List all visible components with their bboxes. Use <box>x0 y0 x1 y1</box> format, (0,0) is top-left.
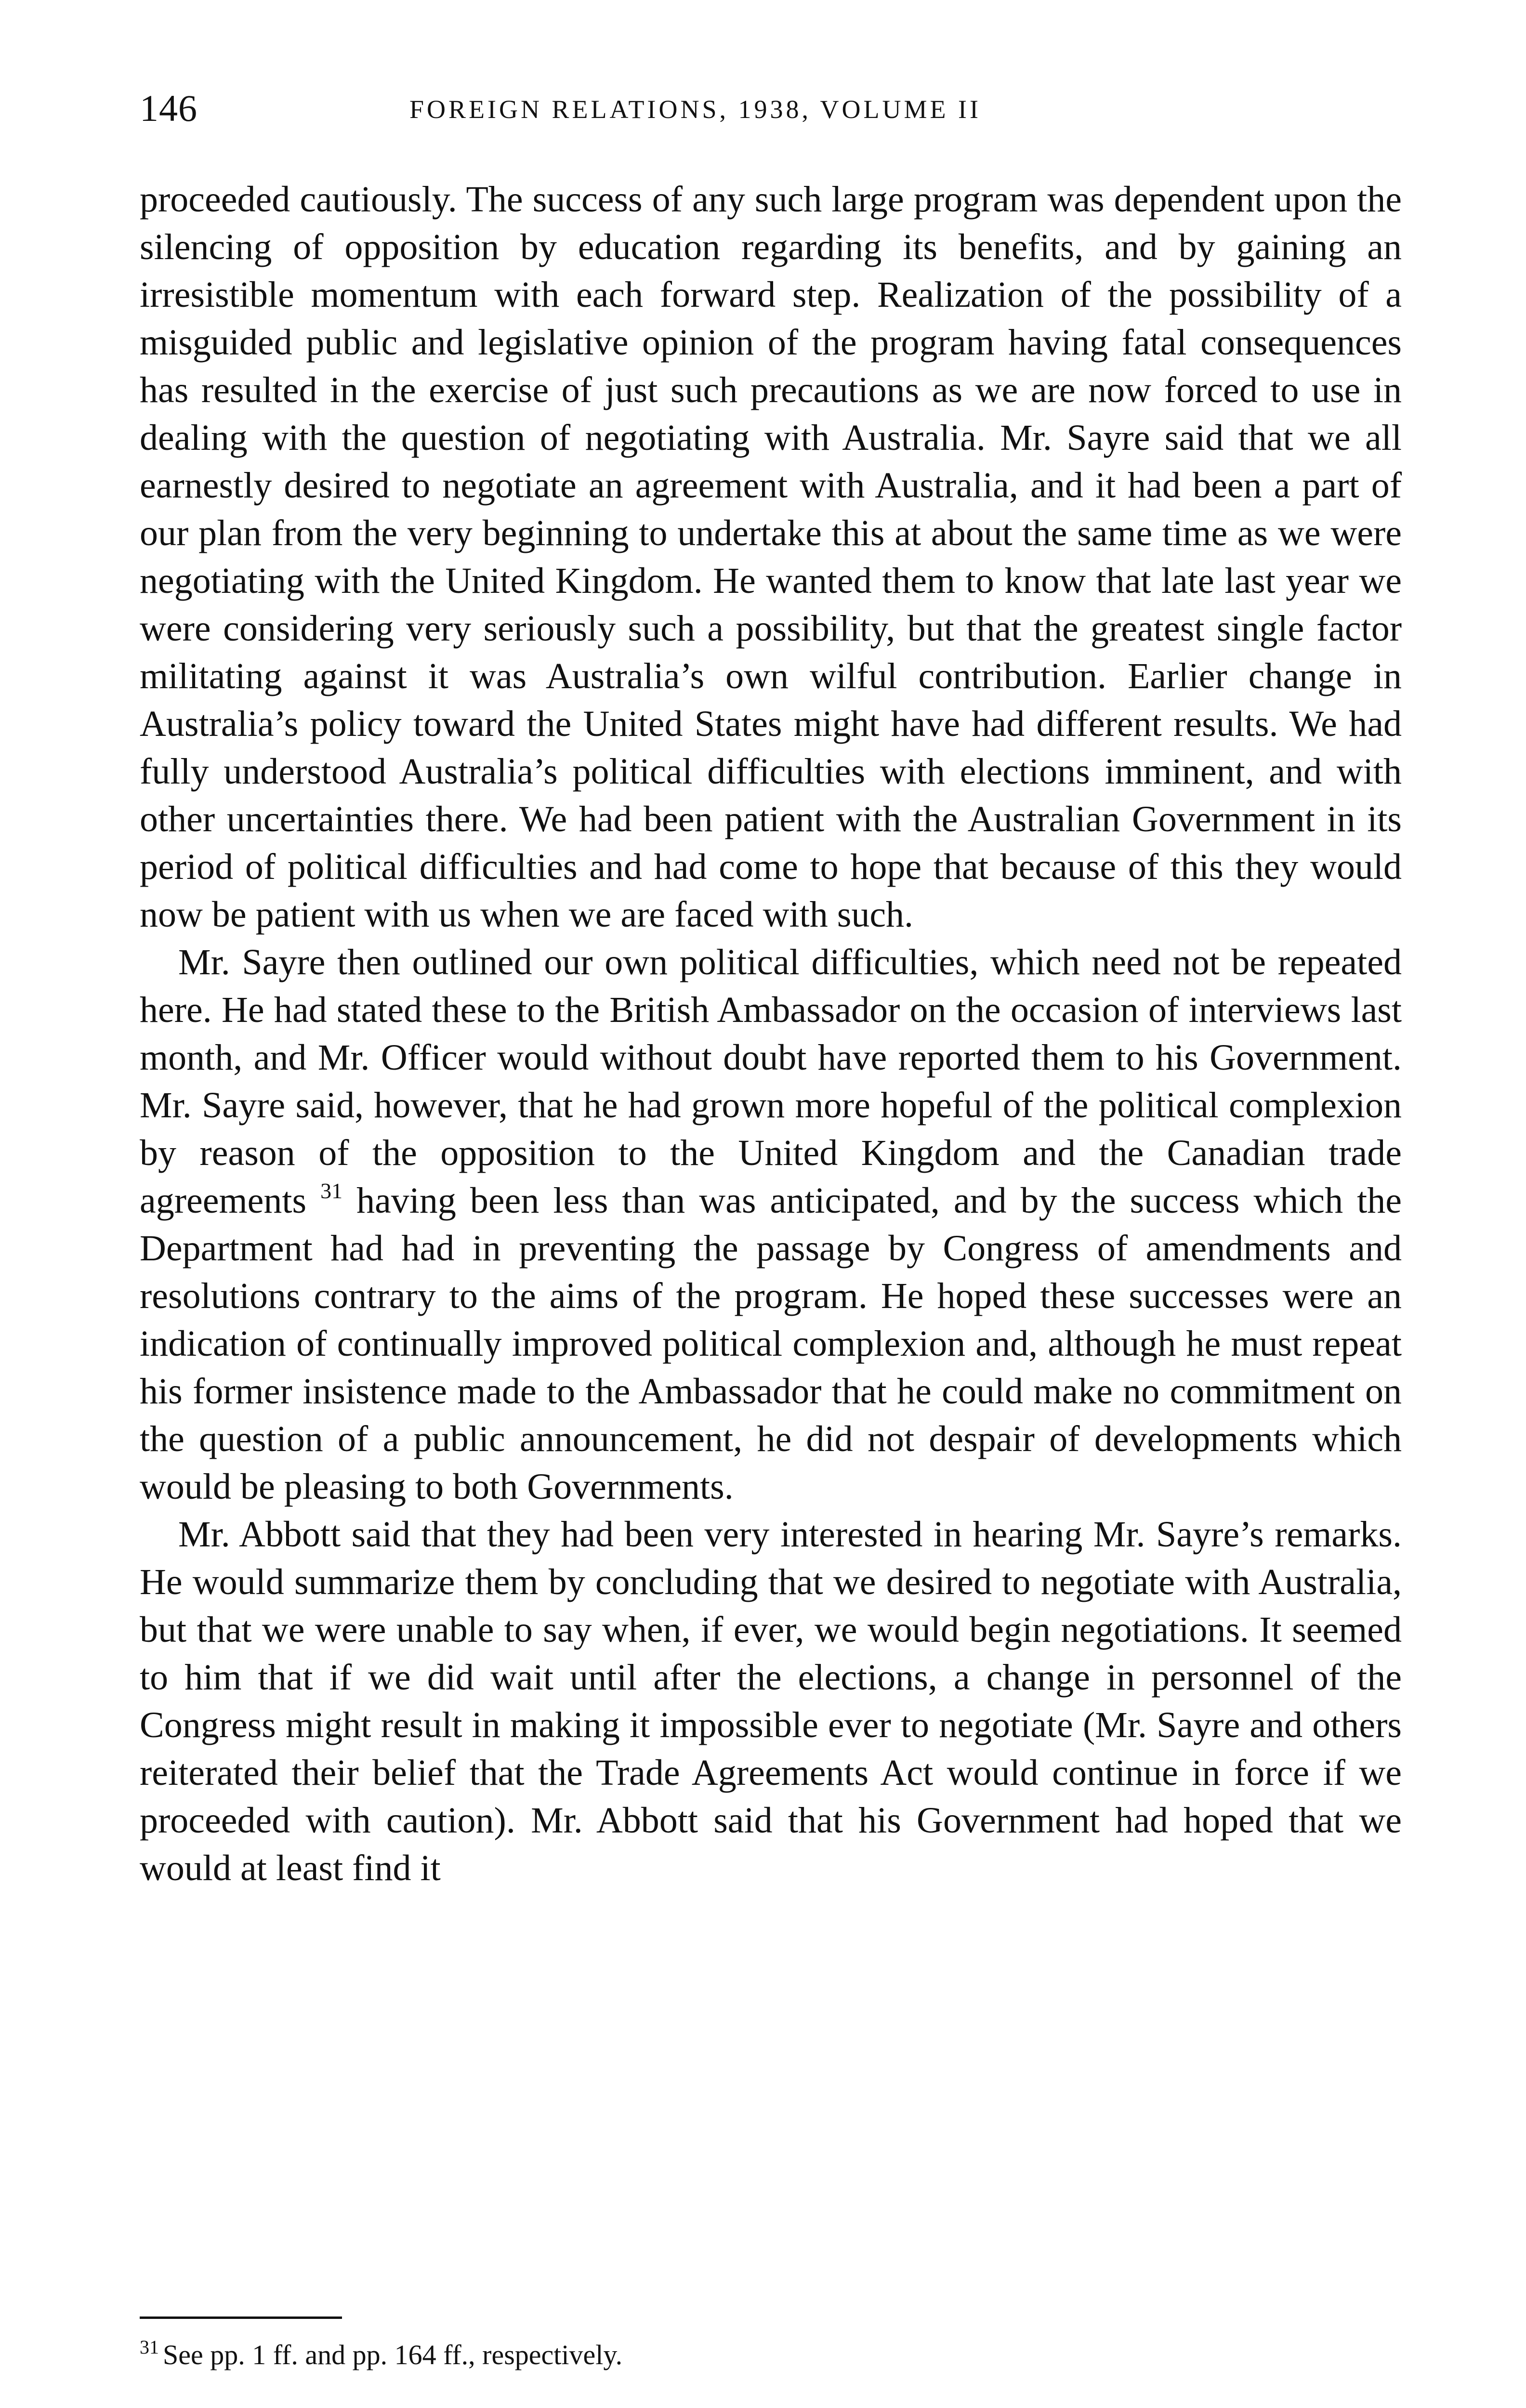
footnote <box>140 2336 1402 2377</box>
paragraph-1 <box>140 176 1402 939</box>
footnote-marker: 31 <box>140 2336 159 2358</box>
footnote-reference: 31 <box>320 1178 343 1203</box>
paragraph-2 <box>140 939 1402 1511</box>
paragraph-2-text-start: Mr. Sayre then outlined our own political difficulties, which need not be repeated here. He had stated these to the British Ambassador on the occasion of interviews last month, and Mr. Officer would without doubt have reported them to his Government. Mr. Sayre said, however, that he had grown more hopeful of the political complexion by reason of the opposition to the United Kingdom and the Canadian trade agreements <box>140 942 1402 1221</box>
paragraph-3-text: Mr. Abbott said that they had been very interested in hearing Mr. Sayre’s remarks. He would summarize them by concluding that we desired to negotiate with Australia, but that we were unable to say when, if ever, we would begin negotiations. It seemed to him that if we did wait until after the elections, a change in personnel of the Congress might result in making it impossible ever to negotiate (Mr. Sayre and others reiterated their belief that the Trade Agreements Act would continue in force if we proceeded with caution). Mr. Abbott said that his Government had hoped that we would at least find it <box>140 1514 1402 1888</box>
footnote-rule <box>140 2316 342 2319</box>
page-number: 146 <box>140 87 197 129</box>
running-head: FOREIGN RELATIONS, 1938, VOLUME II <box>409 95 981 124</box>
paragraph-1-text: proceeded cautiously. The success of any such large program was dependent upon the silencing of opposition by education regarding its benefits, and by gaining an irresistible momentum with each forward step. Realization of the possibility of a misguided public and legislative opinion of the program having fatal consequences has resulted in the exercise of just such precautions as we are now forced to use in dealing with the question of negotiating with Australia. Mr. Sayre said that we all earnestly desired to negotiate an agreement with Australia, and it had been a part of our plan from the very beginning to undertake this at about the same time as we were negotiating with the United Kingdom. He wanted them to know that late last year we were considering very seriously such a possibility, but that the greatest single factor militating against it was Australia’s own wilful contribution. Earlier change in Australia’s policy toward the United States might have had different results. We had fully understood Australia’s political difficulties with elections imminent, and with other uncertainties there. We had been patient with the Australian Government in its period of political difficulties and had come to hope that because of this they would now be patient with us when we are faced with such. <box>140 179 1402 935</box>
paragraph-2-text-end: having been less than was anticipated, and by the success which the Department had had in preventing the passage by Congress of amendments and resolutions contrary to the aims of the program. He hoped these successes were an indication of continually improved political complexion and, although he must repeat his former insistence made to the Ambassador that he could make no commitment on the question of a public announcement, he did not despair of developments which would be pleasing to both Governments. <box>140 1180 1402 1507</box>
footnote-text: See pp. 1 ff. and pp. 164 ff., respectively. <box>163 2339 623 2370</box>
paragraph-3 <box>140 1511 1402 1892</box>
body-text <box>140 176 1402 1892</box>
page-header <box>140 84 1402 137</box>
